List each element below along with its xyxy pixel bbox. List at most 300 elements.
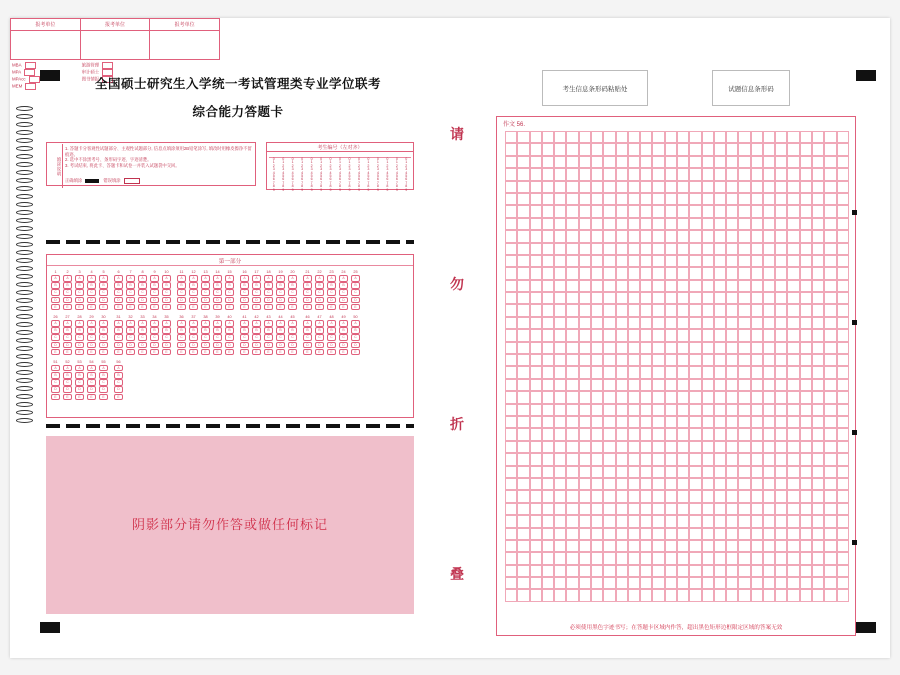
exam-number-bubble[interactable]: 4: [329, 170, 332, 175]
answer-bubble[interactable]: D: [63, 386, 72, 393]
answer-bubble[interactable]: A: [276, 320, 285, 327]
essay-cell[interactable]: [603, 342, 615, 354]
answer-bubble[interactable]: C: [225, 289, 234, 296]
answer-bubble[interactable]: D: [189, 297, 198, 304]
essay-cell[interactable]: [542, 193, 554, 205]
answer-bubble[interactable]: D: [87, 297, 96, 304]
essay-cell[interactable]: [763, 218, 775, 230]
essay-cell[interactable]: [640, 230, 652, 242]
essay-cell[interactable]: [751, 354, 763, 366]
essay-cell[interactable]: [530, 589, 542, 601]
essay-cell[interactable]: [824, 317, 836, 329]
essay-cell[interactable]: [763, 404, 775, 416]
answer-bubble[interactable]: C: [264, 289, 273, 296]
answer-bubble[interactable]: C: [303, 289, 312, 296]
exam-number-column[interactable]: [354, 153, 363, 192]
essay-cell[interactable]: [738, 441, 750, 453]
exam-number-bubble[interactable]: 4: [395, 170, 398, 175]
exam-number-bubble[interactable]: 9: [310, 187, 313, 192]
essay-cell[interactable]: [677, 428, 689, 440]
essay-row[interactable]: [505, 490, 849, 502]
answer-bubble[interactable]: E: [240, 349, 249, 356]
essay-cell[interactable]: [738, 577, 750, 589]
essay-cell[interactable]: [579, 577, 591, 589]
essay-cell[interactable]: [738, 466, 750, 478]
essay-cell[interactable]: [554, 292, 566, 304]
essay-cell[interactable]: [591, 565, 603, 577]
exam-number-bubble[interactable]: 4: [376, 170, 379, 175]
answer-bubble[interactable]: A: [162, 320, 171, 327]
essay-cell[interactable]: [505, 317, 517, 329]
exam-number-bubble[interactable]: 6: [301, 177, 304, 182]
essay-cell[interactable]: [763, 329, 775, 341]
essay-cell[interactable]: [738, 230, 750, 242]
essay-cell[interactable]: [628, 478, 640, 490]
exam-number-bubble[interactable]: 0: [310, 157, 313, 161]
essay-cell[interactable]: [837, 577, 849, 589]
essay-cell[interactable]: [738, 156, 750, 168]
essay-cell[interactable]: [603, 441, 615, 453]
answer-bubble[interactable]: A: [315, 320, 324, 327]
answer-bubble[interactable]: E: [339, 349, 348, 356]
essay-cell[interactable]: [787, 131, 799, 143]
answer-question[interactable]: [264, 315, 273, 356]
essay-cell[interactable]: [738, 317, 750, 329]
exam-number-bubble[interactable]: 2: [395, 163, 398, 168]
essay-cell[interactable]: [824, 466, 836, 478]
exam-number-bubble[interactable]: 5: [376, 174, 379, 179]
answer-bubble[interactable]: C: [201, 334, 210, 341]
essay-cell[interactable]: [751, 243, 763, 255]
answer-question[interactable]: [303, 315, 312, 356]
answer-question[interactable]: [150, 315, 159, 356]
essay-cell[interactable]: [714, 515, 726, 527]
essay-row[interactable]: [505, 552, 849, 564]
essay-cell[interactable]: [702, 243, 714, 255]
essay-cell[interactable]: [554, 255, 566, 267]
essay-cell[interactable]: [640, 143, 652, 155]
answer-bubble[interactable]: C: [63, 379, 72, 386]
answer-bubble[interactable]: B: [75, 327, 84, 334]
essay-cell[interactable]: [616, 379, 628, 391]
essay-row[interactable]: [505, 565, 849, 577]
essay-cell[interactable]: [775, 404, 787, 416]
essay-cell[interactable]: [566, 329, 578, 341]
essay-row[interactable]: [505, 379, 849, 391]
essay-cell[interactable]: [824, 193, 836, 205]
essay-cell[interactable]: [591, 354, 603, 366]
essay-cell[interactable]: [530, 267, 542, 279]
exam-number-bubble[interactable]: 8: [357, 184, 360, 189]
essay-cell[interactable]: [751, 317, 763, 329]
essay-row[interactable]: [505, 193, 849, 205]
answer-row[interactable]: [47, 356, 413, 401]
exam-number-column[interactable]: [373, 153, 382, 192]
answer-bubble[interactable]: D: [252, 297, 261, 304]
essay-cell[interactable]: [824, 292, 836, 304]
answer-bubble[interactable]: B: [99, 327, 108, 334]
essay-cell[interactable]: [616, 342, 628, 354]
essay-cell[interactable]: [505, 255, 517, 267]
answer-bubble[interactable]: A: [288, 275, 297, 282]
answer-bubble[interactable]: D: [63, 342, 72, 349]
essay-cell[interactable]: [689, 428, 701, 440]
essay-cell[interactable]: [603, 267, 615, 279]
essay-cell[interactable]: [837, 379, 849, 391]
essay-cell[interactable]: [616, 552, 628, 564]
unit-input-1[interactable]: [11, 31, 81, 60]
answer-bubble[interactable]: D: [315, 297, 324, 304]
essay-cell[interactable]: [824, 329, 836, 341]
essay-cell[interactable]: [554, 267, 566, 279]
essay-cell[interactable]: [542, 453, 554, 465]
essay-cell[interactable]: [837, 565, 849, 577]
essay-cell[interactable]: [787, 317, 799, 329]
answer-bubble[interactable]: E: [75, 304, 84, 311]
essay-cell[interactable]: [738, 528, 750, 540]
essay-cell[interactable]: [751, 478, 763, 490]
essay-cell[interactable]: [505, 490, 517, 502]
exam-number-column[interactable]: [307, 153, 316, 192]
exam-number-bubble[interactable]: 3: [339, 167, 342, 172]
essay-cell[interactable]: [800, 292, 812, 304]
essay-cell[interactable]: [837, 218, 849, 230]
essay-cell[interactable]: [665, 379, 677, 391]
essay-cell[interactable]: [603, 552, 615, 564]
essay-cell[interactable]: [652, 404, 664, 416]
essay-cell[interactable]: [824, 342, 836, 354]
essay-cell[interactable]: [517, 255, 529, 267]
essay-cell[interactable]: [566, 131, 578, 143]
answer-bubble[interactable]: D: [114, 297, 123, 304]
essay-cell[interactable]: [505, 342, 517, 354]
answer-bubble[interactable]: A: [87, 320, 96, 327]
answer-bubble[interactable]: A: [150, 320, 159, 327]
essay-cell[interactable]: [554, 181, 566, 193]
answer-bubble[interactable]: D: [213, 297, 222, 304]
answer-bubble[interactable]: E: [213, 304, 222, 311]
essay-cell[interactable]: [751, 156, 763, 168]
essay-cell[interactable]: [652, 441, 664, 453]
exam-number-bubble[interactable]: 0: [357, 157, 360, 161]
essay-cell[interactable]: [652, 329, 664, 341]
essay-cell[interactable]: [542, 255, 554, 267]
essay-cell[interactable]: [812, 416, 824, 428]
essay-cell[interactable]: [542, 540, 554, 552]
essay-cell[interactable]: [689, 342, 701, 354]
essay-cell[interactable]: [787, 218, 799, 230]
essay-cell[interactable]: [714, 366, 726, 378]
essay-cell[interactable]: [628, 193, 640, 205]
essay-cell[interactable]: [812, 379, 824, 391]
essay-cell[interactable]: [665, 304, 677, 316]
essay-cell[interactable]: [775, 540, 787, 552]
answer-bubble[interactable]: B: [225, 282, 234, 289]
essay-cell[interactable]: [751, 466, 763, 478]
essay-cell[interactable]: [616, 317, 628, 329]
essay-cell[interactable]: [652, 156, 664, 168]
essay-cell[interactable]: [714, 466, 726, 478]
essay-cell[interactable]: [702, 292, 714, 304]
essay-cell[interactable]: [542, 441, 554, 453]
exam-number-bubble[interactable]: 0: [386, 157, 389, 161]
essay-cell[interactable]: [751, 280, 763, 292]
essay-cell[interactable]: [787, 540, 799, 552]
essay-cell[interactable]: [591, 280, 603, 292]
essay-cell[interactable]: [787, 342, 799, 354]
essay-cell[interactable]: [800, 503, 812, 515]
answer-question[interactable]: [114, 315, 123, 356]
essay-cell[interactable]: [517, 453, 529, 465]
essay-cell[interactable]: [579, 193, 591, 205]
essay-cell[interactable]: [824, 143, 836, 155]
exam-number-bubble[interactable]: 3: [301, 167, 304, 172]
answer-bubble[interactable]: A: [240, 275, 249, 282]
essay-cell[interactable]: [738, 131, 750, 143]
essay-cell[interactable]: [616, 267, 628, 279]
answer-bubble[interactable]: C: [351, 289, 360, 296]
exam-number-bubble[interactable]: 9: [348, 187, 351, 192]
answer-question[interactable]: [51, 360, 60, 401]
essay-cell[interactable]: [566, 181, 578, 193]
essay-cell[interactable]: [763, 205, 775, 217]
answer-bubble[interactable]: A: [303, 275, 312, 282]
answer-question[interactable]: [315, 270, 324, 311]
essay-cell[interactable]: [689, 366, 701, 378]
exam-number-bubble[interactable]: 2: [339, 163, 342, 168]
essay-cell[interactable]: [591, 193, 603, 205]
essay-cell[interactable]: [665, 391, 677, 403]
answer-bubble[interactable]: E: [252, 349, 261, 356]
essay-cell[interactable]: [517, 329, 529, 341]
answer-bubble[interactable]: E: [201, 304, 210, 311]
exam-number-bubble[interactable]: 4: [386, 170, 389, 175]
essay-cell[interactable]: [689, 416, 701, 428]
essay-row[interactable]: [505, 304, 849, 316]
essay-cell[interactable]: [652, 453, 664, 465]
essay-cell[interactable]: [726, 391, 738, 403]
answer-bubble[interactable]: C: [87, 334, 96, 341]
answer-bubble[interactable]: B: [126, 327, 135, 334]
answer-bubble[interactable]: B: [201, 282, 210, 289]
essay-cell[interactable]: [714, 528, 726, 540]
essay-cell[interactable]: [616, 218, 628, 230]
essay-cell[interactable]: [640, 366, 652, 378]
exam-number-bubble[interactable]: 1: [272, 160, 275, 165]
essay-row[interactable]: [505, 503, 849, 515]
essay-cell[interactable]: [665, 317, 677, 329]
essay-cell[interactable]: [714, 292, 726, 304]
answer-bubble[interactable]: E: [225, 304, 234, 311]
exam-number-bubble[interactable]: 8: [329, 184, 332, 189]
essay-cell[interactable]: [824, 490, 836, 502]
essay-cell[interactable]: [640, 317, 652, 329]
essay-cell[interactable]: [530, 577, 542, 589]
answer-bubble[interactable]: C: [162, 334, 171, 341]
exam-number-bubble[interactable]: 1: [357, 160, 360, 165]
essay-cell[interactable]: [677, 329, 689, 341]
essay-cell[interactable]: [738, 243, 750, 255]
essay-cell[interactable]: [738, 503, 750, 515]
essay-cell[interactable]: [652, 205, 664, 217]
essay-cell[interactable]: [812, 205, 824, 217]
essay-cell[interactable]: [751, 304, 763, 316]
exam-number-bubble[interactable]: 8: [395, 184, 398, 189]
essay-cell[interactable]: [566, 441, 578, 453]
essay-cell[interactable]: [616, 540, 628, 552]
essay-cell[interactable]: [726, 329, 738, 341]
answer-bubble[interactable]: A: [213, 275, 222, 282]
essay-cell[interactable]: [800, 428, 812, 440]
essay-grid[interactable]: [505, 131, 849, 617]
answer-bubble[interactable]: A: [252, 320, 261, 327]
essay-cell[interactable]: [751, 565, 763, 577]
essay-cell[interactable]: [677, 490, 689, 502]
essay-cell[interactable]: [505, 503, 517, 515]
essay-cell[interactable]: [640, 243, 652, 255]
essay-cell[interactable]: [628, 528, 640, 540]
essay-cell[interactable]: [505, 416, 517, 428]
exam-number-bubble[interactable]: 5: [357, 174, 360, 179]
essay-cell[interactable]: [800, 218, 812, 230]
answer-bubble[interactable]: E: [177, 304, 186, 311]
essay-cell[interactable]: [824, 515, 836, 527]
answer-bubble[interactable]: B: [351, 327, 360, 334]
answer-bubble[interactable]: B: [276, 282, 285, 289]
essay-cell[interactable]: [554, 218, 566, 230]
essay-cell[interactable]: [800, 466, 812, 478]
essay-cell[interactable]: [579, 131, 591, 143]
essay-cell[interactable]: [517, 143, 529, 155]
answer-group[interactable]: [303, 315, 360, 356]
essay-cell[interactable]: [775, 143, 787, 155]
exam-number-bubble[interactable]: 2: [376, 163, 379, 168]
exam-number-bubble[interactable]: 7: [357, 180, 360, 185]
essay-cell[interactable]: [566, 589, 578, 601]
exam-number-bubble[interactable]: 7: [320, 180, 323, 185]
essay-cell[interactable]: [616, 255, 628, 267]
essay-cell[interactable]: [800, 143, 812, 155]
answer-bubble[interactable]: E: [276, 349, 285, 356]
essay-cell[interactable]: [837, 304, 849, 316]
exam-number-bubble[interactable]: 3: [282, 167, 285, 172]
essay-cell[interactable]: [787, 466, 799, 478]
essay-cell[interactable]: [738, 366, 750, 378]
answer-question[interactable]: [138, 270, 147, 311]
essay-cell[interactable]: [579, 528, 591, 540]
essay-cell[interactable]: [689, 528, 701, 540]
answer-bubble[interactable]: D: [303, 342, 312, 349]
answer-bubble[interactable]: E: [114, 304, 123, 311]
essay-cell[interactable]: [837, 156, 849, 168]
essay-cell[interactable]: [738, 404, 750, 416]
answer-bubble[interactable]: C: [303, 334, 312, 341]
essay-cell[interactable]: [591, 577, 603, 589]
essay-cell[interactable]: [530, 317, 542, 329]
answer-bubble[interactable]: A: [75, 320, 84, 327]
essay-cell[interactable]: [775, 453, 787, 465]
exam-number-bubble[interactable]: 6: [291, 177, 294, 182]
essay-cell[interactable]: [505, 404, 517, 416]
essay-cell[interactable]: [714, 428, 726, 440]
essay-cell[interactable]: [542, 428, 554, 440]
essay-cell[interactable]: [689, 391, 701, 403]
essay-cell[interactable]: [505, 589, 517, 601]
answer-question[interactable]: [126, 270, 135, 311]
answer-bubble[interactable]: B: [213, 282, 222, 289]
exam-number-bubble[interactable]: 1: [395, 160, 398, 165]
answer-question[interactable]: [63, 315, 72, 356]
essay-cell[interactable]: [628, 466, 640, 478]
essay-cell[interactable]: [702, 193, 714, 205]
essay-cell[interactable]: [665, 577, 677, 589]
essay-cell[interactable]: [714, 317, 726, 329]
essay-cell[interactable]: [628, 441, 640, 453]
exam-number-bubble[interactable]: 0: [405, 157, 408, 161]
exam-number-bubble[interactable]: 6: [386, 177, 389, 182]
essay-cell[interactable]: [652, 230, 664, 242]
essay-cell[interactable]: [837, 329, 849, 341]
essay-cell[interactable]: [652, 540, 664, 552]
exam-number-bubble[interactable]: 9: [376, 187, 379, 192]
essay-cell[interactable]: [566, 515, 578, 527]
answer-group[interactable]: [51, 315, 108, 356]
essay-cell[interactable]: [677, 404, 689, 416]
essay-cell[interactable]: [775, 304, 787, 316]
exam-number-bubble[interactable]: 0: [339, 157, 342, 161]
essay-cell[interactable]: [517, 416, 529, 428]
essay-cell[interactable]: [665, 342, 677, 354]
exam-number-bubble[interactable]: 2: [386, 163, 389, 168]
answer-bubble[interactable]: D: [339, 297, 348, 304]
essay-cell[interactable]: [603, 317, 615, 329]
essay-cell[interactable]: [689, 317, 701, 329]
essay-cell[interactable]: [566, 490, 578, 502]
essay-row[interactable]: [505, 342, 849, 354]
answer-bubble[interactable]: B: [150, 282, 159, 289]
essay-cell[interactable]: [714, 193, 726, 205]
essay-cell[interactable]: [824, 131, 836, 143]
essay-cell[interactable]: [542, 143, 554, 155]
essay-cell[interactable]: [665, 168, 677, 180]
essay-cell[interactable]: [837, 441, 849, 453]
essay-cell[interactable]: [726, 280, 738, 292]
exam-number-bubble[interactable]: 0: [282, 157, 285, 161]
essay-cell[interactable]: [763, 230, 775, 242]
exam-number-bubble[interactable]: 5: [405, 174, 408, 179]
answer-bubble[interactable]: D: [51, 297, 60, 304]
essay-cell[interactable]: [554, 441, 566, 453]
essay-cell[interactable]: [591, 366, 603, 378]
essay-cell[interactable]: [603, 428, 615, 440]
essay-cell[interactable]: [812, 441, 824, 453]
essay-cell[interactable]: [542, 589, 554, 601]
exam-number-bubble[interactable]: 2: [272, 163, 275, 168]
essay-cell[interactable]: [714, 205, 726, 217]
essay-cell[interactable]: [505, 243, 517, 255]
essay-cell[interactable]: [787, 503, 799, 515]
essay-cell[interactable]: [714, 243, 726, 255]
essay-cell[interactable]: [775, 416, 787, 428]
essay-cell[interactable]: [812, 267, 824, 279]
answer-bubble[interactable]: C: [213, 289, 222, 296]
exam-number-bubble[interactable]: 8: [301, 184, 304, 189]
answer-bubble[interactable]: D: [177, 342, 186, 349]
exam-number-bubble[interactable]: 8: [310, 184, 313, 189]
essay-cell[interactable]: [738, 428, 750, 440]
essay-cell[interactable]: [763, 280, 775, 292]
essay-cell[interactable]: [579, 205, 591, 217]
